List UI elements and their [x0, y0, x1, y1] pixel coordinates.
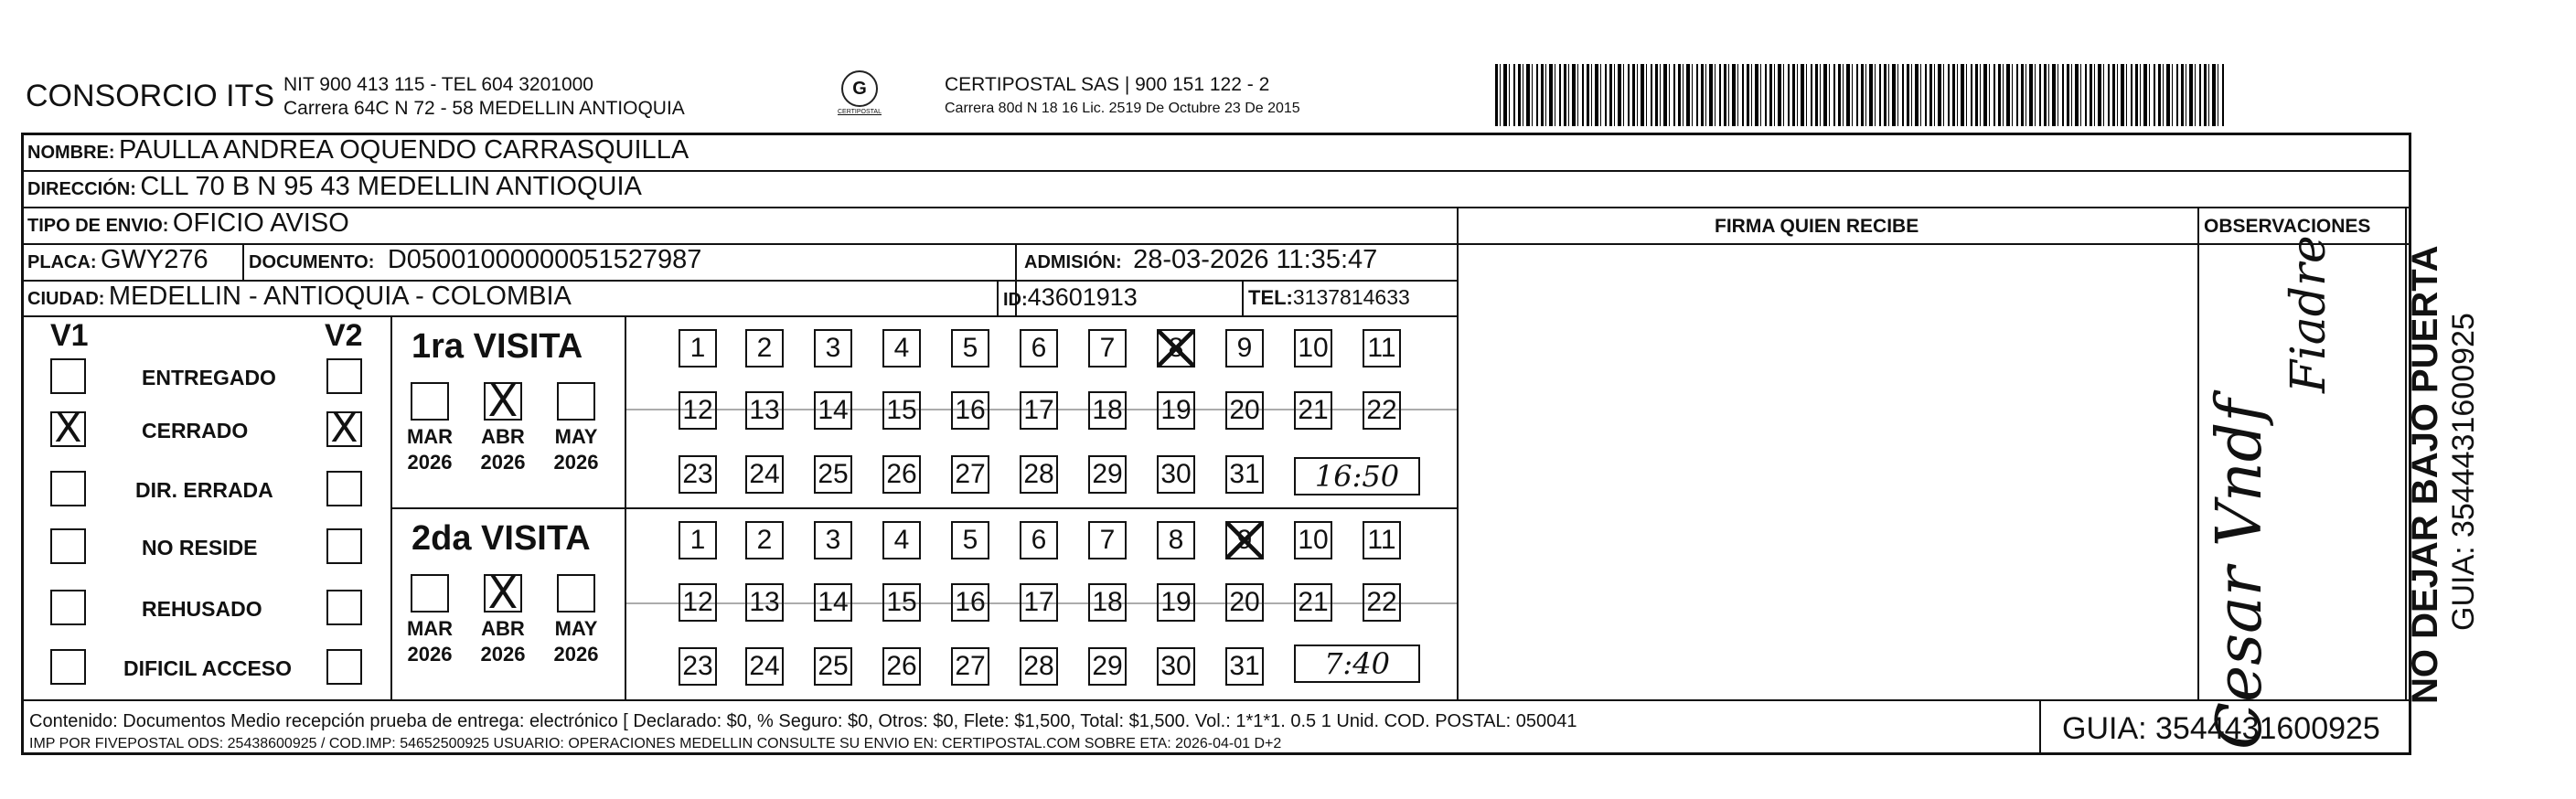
- day-box[interactable]: 26: [882, 455, 921, 494]
- v1-checkbox[interactable]: [50, 649, 86, 685]
- day-box[interactable]: 6: [1020, 329, 1058, 368]
- day-box[interactable]: 4: [882, 329, 921, 368]
- status-label: NO RESIDE: [142, 536, 258, 559]
- day-box[interactable]: 26: [882, 647, 921, 686]
- day-box[interactable]: 10: [1294, 329, 1332, 368]
- day-box[interactable]: 22: [1363, 583, 1401, 622]
- tel-field: [1248, 285, 1410, 310]
- day-box[interactable]: 22: [1363, 391, 1401, 430]
- footer-contenido: Contenido: Documentos Medio recepción prueba de entrega: electrónico [ Declarado: $0, % Seguro: $0, Otros: $0, Flete: $1,500, Total: $1,500. Vol.: 1*1*1. 0.5 1 Unid. COD. POSTAL: 050041: [29, 711, 1577, 731]
- status-label: DIFICIL ACCESO: [123, 656, 293, 680]
- v2-checkbox[interactable]: [326, 358, 362, 394]
- tipo-label: TIPO DE ENVIO:: [27, 216, 169, 236]
- month-label: [544, 424, 608, 475]
- logo-text: CERTIPOSTAL: [838, 109, 882, 115]
- day-box[interactable]: 9: [1225, 521, 1264, 559]
- id-value: 43601913: [1027, 283, 1138, 311]
- ciudad-label: CIUDAD:: [27, 289, 105, 309]
- v2-checkbox[interactable]: X: [326, 411, 362, 447]
- day-box[interactable]: 27: [951, 455, 989, 494]
- tipo-value: OFICIO AVISO: [172, 208, 349, 238]
- certipostal-line2: Carrera 80d N 18 16 Lic. 2519 De Octubre 23 De 2015: [945, 101, 1300, 116]
- month-checkbox[interactable]: X: [484, 574, 522, 613]
- day-box[interactable]: 8: [1157, 521, 1195, 559]
- v1-checkbox[interactable]: [50, 590, 86, 625]
- nombre-row: [27, 135, 689, 165]
- side-guia: GUIA: 3544431600925: [2446, 313, 2481, 631]
- company-nit: NIT 900 413 115 - TEL 604 3201000: [283, 74, 593, 95]
- documento-field: [249, 245, 701, 275]
- day-box[interactable]: 21: [1294, 583, 1332, 622]
- month-year: 2026: [407, 451, 453, 474]
- nombre-label: NOMBRE:: [27, 143, 115, 163]
- day-box[interactable]: 1: [679, 329, 717, 368]
- day-box[interactable]: 19: [1157, 391, 1195, 430]
- ciudad-value: MEDELLIN - ANTIOQUIA - COLOMBIA: [108, 282, 572, 311]
- v1-checkbox[interactable]: [50, 471, 86, 506]
- day-box[interactable]: 6: [1020, 521, 1058, 559]
- v2-checkbox[interactable]: [326, 590, 362, 625]
- day-box[interactable]: 2: [745, 521, 784, 559]
- company-name: CONSORCIO ITS: [26, 79, 275, 113]
- day-box[interactable]: 3: [814, 521, 852, 559]
- month-checkbox[interactable]: [411, 382, 449, 421]
- day-box[interactable]: 15: [882, 583, 921, 622]
- day-box[interactable]: 31: [1225, 647, 1264, 686]
- visit2-title: 2da VISITA: [412, 519, 591, 558]
- day-box[interactable]: 11: [1363, 521, 1401, 559]
- certipostal-logo: [837, 70, 882, 118]
- observaciones-header: OBSERVACIONES: [2204, 216, 2371, 237]
- placa-value: GWY276: [101, 245, 208, 274]
- day-box[interactable]: 12: [679, 583, 717, 622]
- day-box[interactable]: 1: [679, 521, 717, 559]
- month-name: ABR: [481, 617, 525, 640]
- v1-checkbox[interactable]: [50, 528, 86, 564]
- day-box[interactable]: 7: [1088, 521, 1127, 559]
- admision-label: ADMISIÓN:: [1024, 252, 1122, 272]
- company-address: Carrera 64C N 72 - 58 MEDELLIN ANTIOQUIA: [283, 98, 685, 119]
- day-box[interactable]: 14: [814, 583, 852, 622]
- day-box[interactable]: 18: [1088, 583, 1127, 622]
- v2-checkbox[interactable]: [326, 471, 362, 506]
- admision-field: [1024, 245, 1377, 275]
- no-dejar-bajo-puerta: NO DEJAR BAJO PUERTA: [2405, 245, 2445, 704]
- v1-checkbox[interactable]: [50, 358, 86, 394]
- day-box[interactable]: 12: [679, 391, 717, 430]
- day-box[interactable]: 25: [814, 647, 852, 686]
- day-box[interactable]: 16: [951, 391, 989, 430]
- day-box[interactable]: 13: [745, 583, 784, 622]
- firma-header: FIRMA QUIEN RECIBE: [1715, 216, 1919, 237]
- day-box[interactable]: 15: [882, 391, 921, 430]
- v2-checkbox[interactable]: [326, 649, 362, 685]
- v2-header: V2: [325, 318, 363, 353]
- month-year: 2026: [480, 451, 526, 474]
- handwritten-signature-line2: Fiadre: [2282, 235, 2336, 393]
- barcode: [1495, 64, 2227, 126]
- day-box[interactable]: 24: [745, 455, 784, 494]
- tipo-row: [27, 208, 349, 239]
- day-box[interactable]: 28: [1020, 647, 1058, 686]
- documento-label: DOCUMENTO:: [249, 252, 375, 272]
- direccion-label: DIRECCIÓN:: [27, 179, 136, 199]
- day-box[interactable]: 31: [1225, 455, 1264, 494]
- visit2-time: 7:40: [1294, 645, 1420, 683]
- tel-value: 3137814633: [1292, 285, 1410, 309]
- day-box[interactable]: 14: [814, 391, 852, 430]
- day-box[interactable]: 11: [1363, 329, 1401, 368]
- day-box[interactable]: 24: [745, 647, 784, 686]
- month-checkbox[interactable]: [557, 574, 595, 613]
- day-box[interactable]: 20: [1225, 583, 1264, 622]
- month-year: 2026: [407, 643, 453, 666]
- ciudad-field: [27, 282, 572, 312]
- day-box[interactable]: 2: [745, 329, 784, 368]
- day-box[interactable]: 3: [814, 329, 852, 368]
- direccion-value: CLL 70 B N 95 43 MEDELLIN ANTIOQUIA: [140, 172, 642, 201]
- month-year: 2026: [553, 643, 599, 666]
- documento-value: D05001000000051527987: [387, 245, 702, 274]
- month-name: MAR: [406, 425, 454, 448]
- day-box[interactable]: 5: [951, 329, 989, 368]
- day-box[interactable]: 16: [951, 583, 989, 622]
- v1-checkbox[interactable]: X: [50, 411, 86, 447]
- tel-label: TEL:: [1248, 286, 1293, 309]
- status-label: DIR. ERRADA: [135, 478, 273, 502]
- visit1-title: 1ra VISITA: [412, 327, 583, 366]
- day-box[interactable]: 17: [1020, 391, 1058, 430]
- certipostal-info: [945, 73, 1300, 121]
- day-box[interactable]: 27: [951, 647, 989, 686]
- company-info: [283, 73, 685, 121]
- handwritten-signature-line1: Cesar Vndf: [2204, 399, 2276, 750]
- logo-mark-icon: G: [841, 70, 878, 107]
- v2-checkbox[interactable]: [326, 528, 362, 564]
- day-box[interactable]: 30: [1157, 455, 1195, 494]
- day-box[interactable]: 21: [1294, 391, 1332, 430]
- month-label: [398, 424, 462, 475]
- id-field: [1003, 283, 1138, 312]
- day-box[interactable]: 23: [679, 455, 717, 494]
- day-box[interactable]: 7: [1088, 329, 1127, 368]
- month-name: MAY: [554, 617, 598, 640]
- month-label: [544, 616, 608, 667]
- day-box[interactable]: 4: [882, 521, 921, 559]
- certipostal-line1: CERTIPOSTAL SAS | 900 151 122 - 2: [945, 74, 1270, 95]
- month-label: [471, 424, 535, 475]
- placa-label: PLACA:: [27, 252, 97, 272]
- day-box[interactable]: 10: [1294, 521, 1332, 559]
- day-box[interactable]: 13: [745, 391, 784, 430]
- direccion-row: [27, 172, 642, 202]
- day-box[interactable]: 30: [1157, 647, 1195, 686]
- day-box[interactable]: 19: [1157, 583, 1195, 622]
- day-box[interactable]: 9: [1225, 329, 1264, 368]
- day-box[interactable]: 5: [951, 521, 989, 559]
- status-label: CERRADO: [142, 419, 249, 442]
- v1-header: V1: [50, 318, 89, 353]
- month-name: MAY: [554, 425, 598, 448]
- status-label: ENTREGADO: [142, 366, 276, 389]
- month-checkbox[interactable]: [557, 382, 595, 421]
- day-box[interactable]: 28: [1020, 455, 1058, 494]
- month-year: 2026: [480, 643, 526, 666]
- month-name: MAR: [406, 617, 454, 640]
- month-name: ABR: [481, 425, 525, 448]
- month-label: [471, 616, 535, 667]
- admision-value: 28-03-2026 11:35:47: [1133, 245, 1378, 274]
- month-checkbox[interactable]: [411, 574, 449, 613]
- day-box[interactable]: 8: [1157, 329, 1195, 368]
- id-label: ID:: [1003, 290, 1028, 310]
- day-box[interactable]: 29: [1088, 647, 1127, 686]
- placa-field: [27, 245, 208, 275]
- footer-imp: IMP POR FIVEPOSTAL ODS: 25438600925 / COD.IMP: 54652500925 USUARIO: OPERACIONES MEDELLIN CONSULTE SU ENVIO EN: CERTIPOSTAL.COM SOBRE ETA: 2026-04-01 D+2: [29, 736, 1282, 751]
- delivery-form: [21, 133, 2411, 755]
- month-checkbox[interactable]: X: [484, 382, 522, 421]
- day-box[interactable]: 18: [1088, 391, 1127, 430]
- status-label: REHUSADO: [142, 597, 262, 621]
- day-box[interactable]: 29: [1088, 455, 1127, 494]
- day-box[interactable]: 25: [814, 455, 852, 494]
- visit1-time: 16:50: [1294, 457, 1420, 495]
- month-label: [398, 616, 462, 667]
- footer-guia: GUIA: 3544431600925: [2062, 711, 2380, 746]
- day-box[interactable]: 20: [1225, 391, 1264, 430]
- nombre-value: PAULLA ANDREA OQUENDO CARRASQUILLA: [119, 135, 689, 165]
- day-box[interactable]: 17: [1020, 583, 1058, 622]
- day-box[interactable]: 23: [679, 647, 717, 686]
- month-year: 2026: [553, 451, 599, 474]
